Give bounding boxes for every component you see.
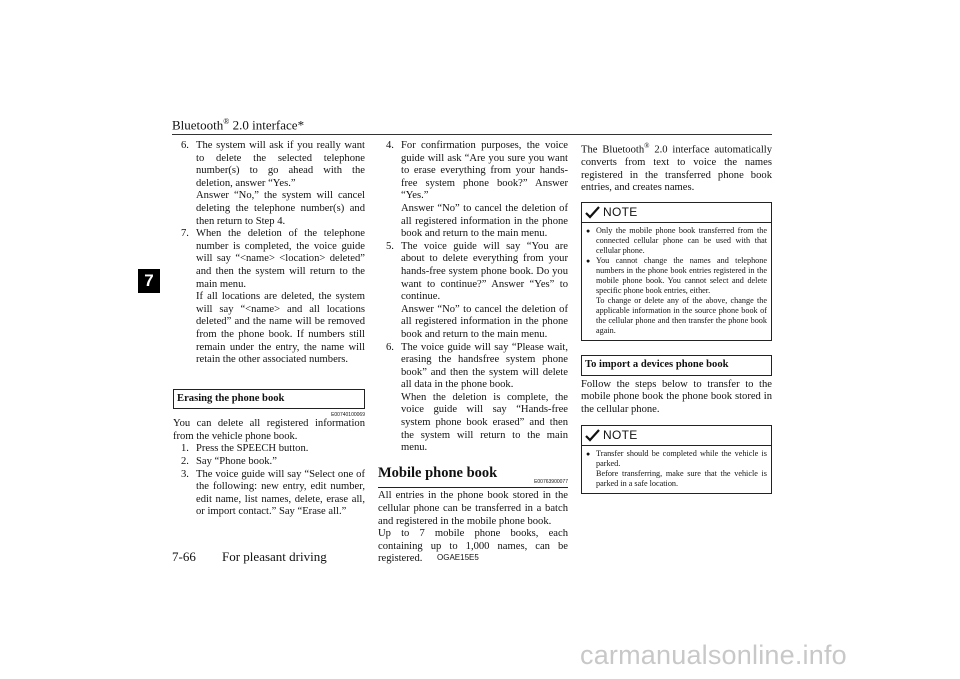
bullet-text: You cannot change the names and telephone numbers in the phone book entries registered in the mobile phone book. You cannot select and delete specific phone book entries, either. [596,255,767,295]
body-paragraph: Follow the steps below to transfer to the mobile phone book the phone book stored in the cellular phone. [581,378,772,415]
header-title-rest: 2.0 interface* [229,117,305,133]
bullet-icon: ● [586,226,591,235]
running-header [172,117,304,133]
step-number: 7. [181,228,189,240]
note-label: NOTE [603,205,638,220]
step-text: Answer “No” to cancel the deletion of all registered information in the phone book and return to the main menu. [401,303,568,340]
list-item [181,443,365,456]
note-bullet [586,449,767,489]
bullet-text: Only the mobile phone book transferred from the connected cellular phone can be used with that cellular phone. [596,225,767,255]
section-code: E00740100069 [331,412,365,419]
list-item [181,456,365,469]
note-header [582,426,771,446]
list-item [386,140,568,241]
step-text: Answer “No” to cancel the deletion of all registered information in the phone book and return to the main menu. [401,202,568,240]
step-text: Answer “No,” the system will cancel deleting the telephone number(s) and then return to Step 4. [196,190,365,227]
body-paragraph: All entries in the phone book stored in the cellular phone can be transferred in a batch and registered in the mobile phone book. [378,490,568,527]
step-text: The voice guide will say “Please wait, erasing the handsfree system phone book” and then the system will delete all data in the phone book. [401,341,568,391]
column-2 [378,140,568,566]
step-number: 6. [181,140,189,151]
intro-paragraph: You can delete all registered information from the vehicle phone book. [173,418,365,442]
note-box [581,425,772,494]
step-text: When the deletion is complete, the voice guide will say “Hands-free system phone book erased” and then the system will return to the main menu. [401,391,568,454]
column-1 [173,140,365,519]
list-item [386,241,568,342]
step-number: 4. [386,140,394,151]
intro-text: 2.0 interface automatically converts from text to voice the names registered in the transferred phone book entries, and creates names. [581,144,772,194]
note-box [581,202,772,341]
step-text: If all locations are deleted, the system will say “<name> and all locations deleted” and the name will be removed from the phone book. If numbers still remain under the entry, the name will retain the other associated numbers. [196,291,365,366]
list-item [181,469,365,519]
step-number: 1. [181,443,189,455]
section-code: E00763900077 [378,479,568,488]
column-3 [581,140,772,494]
note-header [582,203,771,223]
section-heading: To import a devices phone book [581,355,772,376]
registered-mark: ® [644,142,650,150]
body-paragraph: Up to 7 mobile phone books, each containing up to 1,000 names, can be registered. [378,528,568,565]
registered-mark: ® [223,117,230,126]
note-label: NOTE [603,428,638,443]
note-bullet [586,226,767,256]
section-heading: Erasing the phone book [173,389,365,410]
header-rule [172,134,772,135]
section-title: Mobile phone book [378,464,498,481]
header-title: Bluetooth [172,117,224,133]
step-text: The voice guide will say “You are about to delete everything from your hands-free system phone book. Do you want to continue?” Answer “Yes” to continue. [401,240,568,303]
bullet-text: Transfer should be completed while the vehicle is parked. [596,449,767,469]
list-item [181,228,365,367]
intro-text: The Bluetooth [581,144,645,156]
list-item [386,342,568,455]
step-text: The system will ask if you really want to delete the selected telephone number(s) to go ahead with the deletion, answer “Yes.” [196,140,365,189]
step-text: The voice guide will say “Select one of the following: new entry, edit number, edit name, list names, delete, erase all, or import contact.” Say “Erase all.” [196,468,365,518]
step-text: Say “Phone book.” [196,456,277,468]
watermark: carmanualsonline.info [580,640,847,670]
step-text: Press the SPEECH button. [196,443,309,455]
bullet-icon: ● [586,256,591,265]
bullet-icon: ● [586,450,591,459]
page-number: 7-66 [172,549,196,564]
intro-paragraph [581,140,772,195]
footer-section-title: For pleasant driving [222,549,327,564]
step-number: 5. [386,240,394,252]
step-number: 2. [181,456,189,468]
note-check-icon [585,206,600,219]
bullet-text: Before transferring, make sure that the vehicle is parked in a safe location. [596,469,767,489]
chapter-tab: 7 [138,269,160,293]
step-text: When the deletion of the telephone number is completed, the voice guide will say “<name> <location> deleted” and then the system will return to the main menu. [196,228,365,290]
step-text: For confirmation purposes, the voice guide will ask “Are you sure you want to erase everything from your hands-free system phone book?” Answer “Yes.” [401,140,568,202]
note-check-icon [585,429,600,442]
step-number: 3. [181,468,189,480]
list-item [181,140,365,228]
note-bullet [586,256,767,336]
footer-code: OGAE15E5 [437,553,479,562]
bullet-text: To change or delete any of the above, change the applicable information in the source phone book of the cellular phone and then transfer the phone book again. [596,295,767,335]
step-number: 6. [386,341,394,353]
